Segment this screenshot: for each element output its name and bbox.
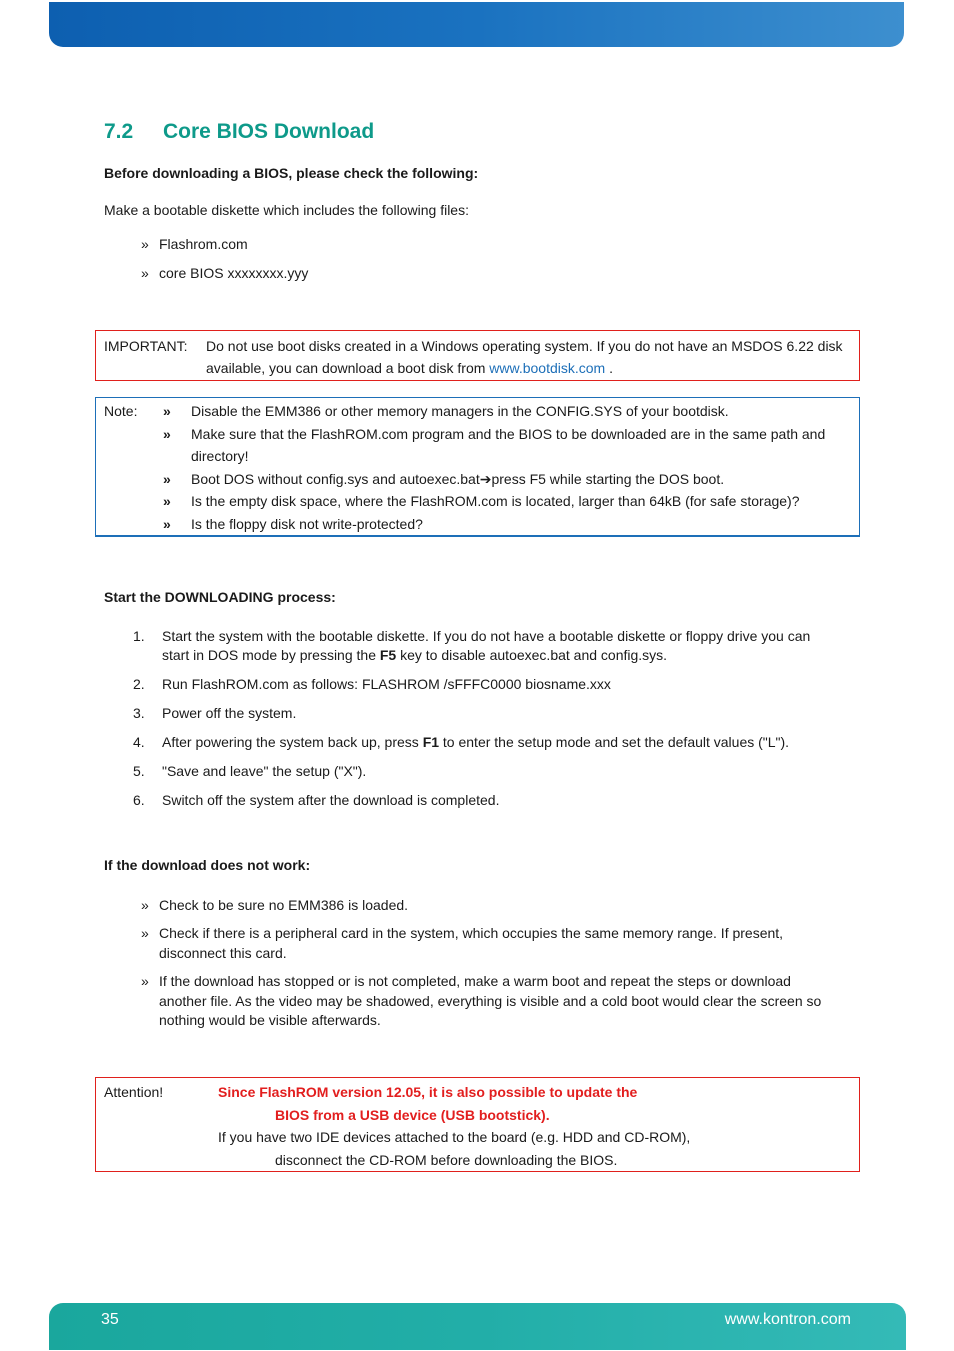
footer-url[interactable]: www.kontron.com (724, 1311, 851, 1328)
section-number: 7.2 (104, 120, 134, 143)
notwork-item-continued: disconnect this card. (159, 945, 287, 961)
section-heading (104, 120, 374, 144)
step-text-part: After powering the system back up, press (162, 734, 423, 750)
key-f1: F1 (422, 734, 440, 750)
step-text: Power off the system. (162, 705, 297, 721)
step-text: Start the system with the bootable diskette. If you do not have a bootable diskette or floppy drive you can (162, 628, 811, 644)
step-text-part: key to disable autoexec.bat and config.sys. (396, 647, 668, 663)
step-number: 2. (133, 676, 145, 692)
important-line2 (206, 360, 613, 376)
bullet-icon: » (141, 973, 149, 989)
step-text-continued (162, 647, 667, 663)
step-number: 4. (133, 734, 145, 750)
note-item-continued: directory! (191, 448, 249, 464)
attention-red-line2: BIOS from a USB device (USB bootstick). (275, 1107, 550, 1123)
bullet-icon: » (141, 897, 149, 913)
section-title: Core BIOS Download (163, 120, 375, 143)
page-number: 35 (101, 1311, 119, 1328)
attention-line4: disconnect the CD-ROM before downloading the BIOS. (275, 1152, 618, 1168)
note-item: Make sure that the FlashROM.com program and the BIOS to be downloaded are in the same path and (191, 426, 826, 442)
notwork-heading: If the download does not work: (104, 857, 311, 873)
header-bar (49, 2, 904, 47)
before-intro: Make a bootable diskette which includes the following files: (104, 202, 469, 218)
double-chevron-icon: » (163, 426, 171, 442)
step-text: Run FlashROM.com as follows: FLASHROM /sFFFC0000 biosname.xxx (162, 676, 611, 692)
step-text: Switch off the system after the download is completed. (162, 792, 500, 808)
step-number: 3. (133, 705, 145, 721)
step-text (162, 734, 789, 750)
key-f5: F5 (379, 647, 397, 663)
note-label: Note: (104, 403, 138, 419)
note-item: Disable the EMM386 or other memory managers in the CONFIG.SYS of your bootdisk. (191, 403, 729, 419)
step-text-part: to enter the setup mode and set the default values ("L"). (439, 734, 790, 750)
note-box (95, 397, 860, 537)
double-chevron-icon: » (163, 516, 171, 532)
file-item: Flashrom.com (159, 236, 248, 252)
important-line2-end: . (605, 360, 613, 376)
step-number: 1. (133, 628, 145, 644)
notwork-item: If the download has stopped or is not completed, make a warm boot and repeat the steps or download (159, 973, 791, 989)
start-heading: Start the DOWNLOADING process: (104, 589, 336, 605)
important-line2-text: available, you can download a boot disk from (206, 360, 490, 376)
bootdisk-link[interactable]: www.bootdisk.com (489, 360, 606, 376)
double-chevron-icon: » (163, 471, 171, 487)
step-text-part: start in DOS mode by pressing the (162, 647, 380, 663)
footer-bar (49, 1303, 906, 1350)
attention-red-line1: Since FlashROM version 12.05, it is also possible to update the (218, 1084, 638, 1100)
important-box (95, 330, 860, 381)
double-chevron-icon: » (163, 403, 171, 419)
double-chevron-icon: » (163, 493, 171, 509)
notwork-item: Check to be sure no EMM386 is loaded. (159, 897, 409, 913)
attention-box (95, 1077, 860, 1172)
note-item: Boot DOS without config.sys and autoexec.bat➔press F5 while starting the DOS boot. (191, 471, 725, 487)
attention-line3: If you have two IDE devices attached to the board (e.g. HDD and CD-ROM), (218, 1129, 691, 1145)
bullet-icon: » (141, 236, 149, 252)
step-number: 5. (133, 763, 145, 779)
file-item: core BIOS xxxxxxxx.yyy (159, 265, 309, 281)
note-item: Is the empty disk space, where the FlashROM.com is located, larger than 64kB (for safe storage)? (191, 493, 800, 509)
step-text: "Save and leave" the setup ("X"). (162, 763, 367, 779)
bullet-icon: » (141, 265, 149, 281)
note-item: Is the floppy disk not write-protected? (191, 516, 423, 532)
notwork-item-continued: nothing would be visible afterwards. (159, 1012, 381, 1028)
attention-label: Attention! (104, 1084, 164, 1100)
notwork-item-continued: another file. As the video may be shadowed, everything is visible and a cold boot would clear the screen so (159, 993, 822, 1009)
notwork-item: Check if there is a peripheral card in the system, which occupies the same memory range. If present, (159, 925, 784, 941)
before-heading: Before downloading a BIOS, please check the following: (104, 165, 479, 181)
important-line1: Do not use boot disks created in a Windows operating system. If you do not have an MSDOS 6.22 disk (206, 338, 843, 354)
important-label: IMPORTANT: (104, 338, 188, 354)
step-number: 6. (133, 792, 145, 808)
bullet-icon: » (141, 925, 149, 941)
